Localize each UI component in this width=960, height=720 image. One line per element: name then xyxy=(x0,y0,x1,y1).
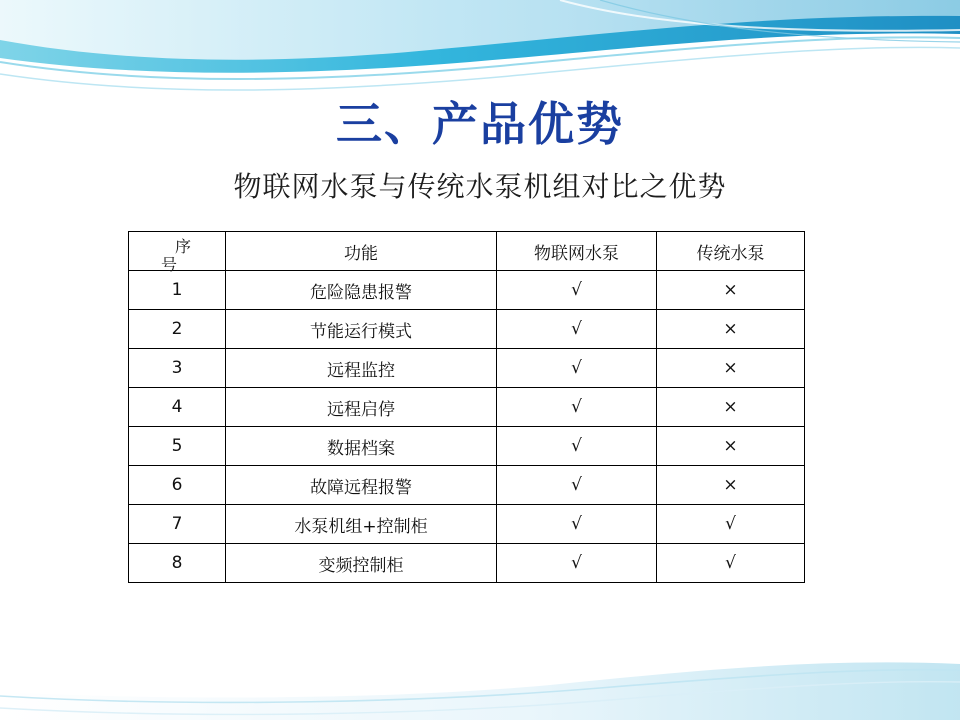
row-traditional-mark: × xyxy=(657,271,805,310)
row-index: 5 xyxy=(129,427,226,466)
row-index: 6 xyxy=(129,466,226,505)
table-row xyxy=(129,310,805,349)
footer-decoration xyxy=(0,630,960,720)
table-row xyxy=(129,388,805,427)
row-function: 水泵机组+控制柜 xyxy=(226,505,497,544)
row-index: 7 xyxy=(129,505,226,544)
row-iot-mark: √ xyxy=(497,349,657,388)
comparison-table-wrapper xyxy=(128,231,804,583)
row-index: 1 xyxy=(129,271,226,310)
row-function: 远程启停 xyxy=(226,388,497,427)
row-traditional-mark: × xyxy=(657,466,805,505)
row-iot-mark: √ xyxy=(497,427,657,466)
table-row xyxy=(129,271,805,310)
table-row xyxy=(129,505,805,544)
page-title: 三、产品优势 xyxy=(336,97,624,151)
row-iot-mark: √ xyxy=(497,310,657,349)
row-index: 2 xyxy=(129,310,226,349)
row-function: 远程监控 xyxy=(226,349,497,388)
column-header-iot-pump: 物联网水泵 xyxy=(497,232,657,271)
row-traditional-mark: × xyxy=(657,349,805,388)
column-header-index-line2: 号 xyxy=(160,255,178,274)
comparison-table xyxy=(128,231,805,583)
row-function: 节能运行模式 xyxy=(226,310,497,349)
row-index: 8 xyxy=(129,544,226,583)
page-subtitle: 物联网水泵与传统水泵机组对比之优势 xyxy=(233,170,727,203)
column-header-traditional-pump: 传统水泵 xyxy=(657,232,805,271)
row-function: 故障远程报警 xyxy=(226,466,497,505)
row-traditional-mark: √ xyxy=(657,544,805,583)
row-iot-mark: √ xyxy=(497,271,657,310)
table-header-row xyxy=(129,232,805,271)
row-iot-mark: √ xyxy=(497,544,657,583)
column-header-function: 功能 xyxy=(226,232,497,271)
row-traditional-mark: × xyxy=(657,427,805,466)
table-row xyxy=(129,544,805,583)
row-index: 4 xyxy=(129,388,226,427)
table-row xyxy=(129,427,805,466)
row-function: 危险隐患报警 xyxy=(226,271,497,310)
row-traditional-mark: × xyxy=(657,310,805,349)
row-traditional-mark: √ xyxy=(657,505,805,544)
row-index: 3 xyxy=(129,349,226,388)
row-iot-mark: √ xyxy=(497,505,657,544)
row-traditional-mark: × xyxy=(657,388,805,427)
table-row xyxy=(129,349,805,388)
row-function: 变频控制柜 xyxy=(226,544,497,583)
row-iot-mark: √ xyxy=(497,388,657,427)
row-function: 数据档案 xyxy=(226,427,497,466)
column-header-index xyxy=(129,232,226,274)
table-row xyxy=(129,466,805,505)
row-iot-mark: √ xyxy=(497,466,657,505)
column-header-index-line1: 序 xyxy=(174,237,192,256)
